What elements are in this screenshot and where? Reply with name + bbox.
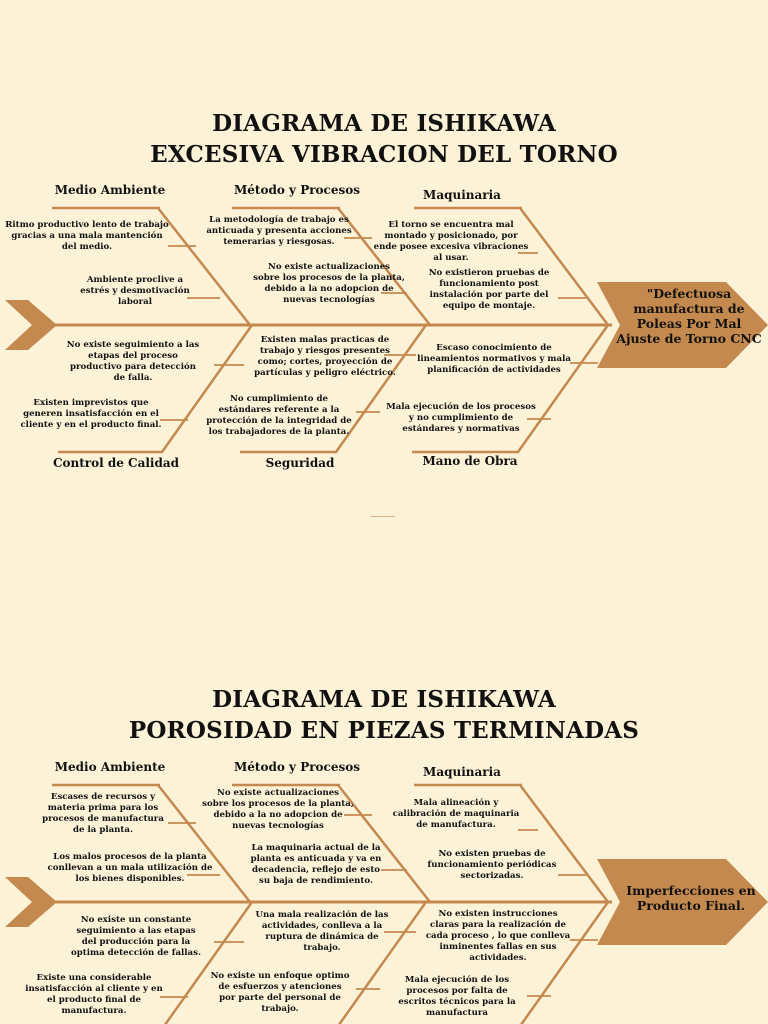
cause-seguridad-1: Una mala realización de las actividades, conlleva a la ruptura de dinámica de trabajo. <box>255 910 389 953</box>
title-line-1: DIAGRAMA DE ISHIKAWA <box>212 686 556 713</box>
tail-chevron <box>5 300 57 350</box>
category-metodo-procesos: Método y Procesos <box>234 183 360 197</box>
category-seguridad: Seguridad <box>265 456 335 470</box>
cause-metodo-1: La metodología de trabajo es anticuada y presenta acciones temerarias y riesgosas. <box>206 215 352 247</box>
category-maquinaria: Maquinaria <box>423 188 501 202</box>
title-line-2: POROSIDAD EN PIEZAS TERMINADAS <box>128 717 640 744</box>
title-line-1: DIAGRAMA DE ISHIKAWA <box>212 110 556 137</box>
ishikawa-diagram-porosidad <box>0 560 768 1024</box>
effect-head-text: "Defectuosa manufactura de Poleas Por Mal Ajuste de Torno CNC <box>616 286 762 346</box>
category-maquinaria: Maquinaria <box>423 765 501 779</box>
effect-head-text: Imperfecciones en Producto Final. <box>626 883 756 913</box>
cause-metodo-2: No existe actualizaciones sobre los procesos de la planta, debido a la no adopcion de nuevas tecnologías <box>253 262 405 305</box>
category-medio-ambiente: Medio Ambiente <box>54 760 166 774</box>
cause-mano-obra-1: No existen instrucciones claras para la realización de cada proceso , lo que conlleva inminentes fallas en sus actividades. <box>425 909 571 963</box>
cause-control-2: Existen imprevistos que generen insatisfacción en el cliente y en el producto final. <box>20 398 162 430</box>
cause-medio-ambiente-2: Los malos procesos de la planta conllevan a un mala utilización de los bienes disponibles. <box>47 852 213 884</box>
cause-seguridad-2: No existe un enfoque optimo de esfuerzos y atenciones por parte del personal de trabajo. <box>210 971 350 1014</box>
cause-maquinaria-2: No existen pruebas de funcionamiento periódicas sectorizadas. <box>427 849 557 881</box>
upper-bone-3 <box>520 785 608 902</box>
cause-control-1: No existe seguimiento a las etapas del proceso productivo para detección de falla. <box>66 340 200 383</box>
cause-medio-ambiente-1: Ritmo productivo lento de trabajo gracias a una mala mantención del medio. <box>5 220 169 252</box>
cause-maquinaria-1: Mala alineación y calibración de maquinaria de manufactura. <box>392 798 520 830</box>
section-divider <box>371 516 395 517</box>
cause-seguridad-1: Existen malas practicas de trabajo y riesgos presentes como; cortes, proyección de partículas y peligro eléctrico. <box>254 335 396 378</box>
cause-metodo-2: La maquinaria actual de la planta es anticuada y va en decadencia, reflejo de esto su baja de rendimiento. <box>250 843 382 886</box>
cause-medio-ambiente-1: Escases de recursos y materia prima para los procesos de manufactura de la planta. <box>42 792 164 835</box>
cause-medio-ambiente-2: Ambiente proclive a estrés y desmotivación laboral <box>80 275 190 307</box>
category-control-calidad: Control de Calidad <box>52 456 180 470</box>
cause-metodo-1: No existe actualizaciones sobre los procesos de la planta, debido a la no adopcion de nuevas tecnologías <box>202 788 354 831</box>
category-metodo-procesos: Método y Procesos <box>234 760 360 774</box>
cause-control-1: No existe un constante seguimiento a las etapas del producción para la optima detección de fallas. <box>71 915 201 958</box>
category-mano-de-obra: Mano de Obra <box>422 454 518 468</box>
cause-control-2: Existe una considerable insatisfacción al cliente y en el producto final de manufactura. <box>25 973 163 1016</box>
cause-mano-obra-2: Mala ejecución de los procesos y no cumplimiento de estándares y normativas <box>386 402 536 434</box>
cause-mano-obra-1: Escaso conocimiento de lineamientos normativos y mala planificación de actividades <box>417 343 571 375</box>
cause-mano-obra-2: Mala ejecución de los procesos por falta de escritos técnicos para la manufactura <box>398 975 516 1018</box>
title-line-2: EXCESIVA VIBRACION DEL TORNO <box>150 141 618 168</box>
cause-seguridad-2: No cumplimiento de estándares referente a la protección de la integridad de los trabajadores de la planta. <box>206 394 352 437</box>
cause-maquinaria-2: No existieron pruebas de funcionamiento post instalación por parte del equipo de montaje. <box>428 268 550 311</box>
cause-maquinaria-1: El torno se encuentra mal montado y posicionado, por ende posee excesiva vibraciones al usar. <box>373 220 529 263</box>
category-medio-ambiente: Medio Ambiente <box>54 183 166 197</box>
